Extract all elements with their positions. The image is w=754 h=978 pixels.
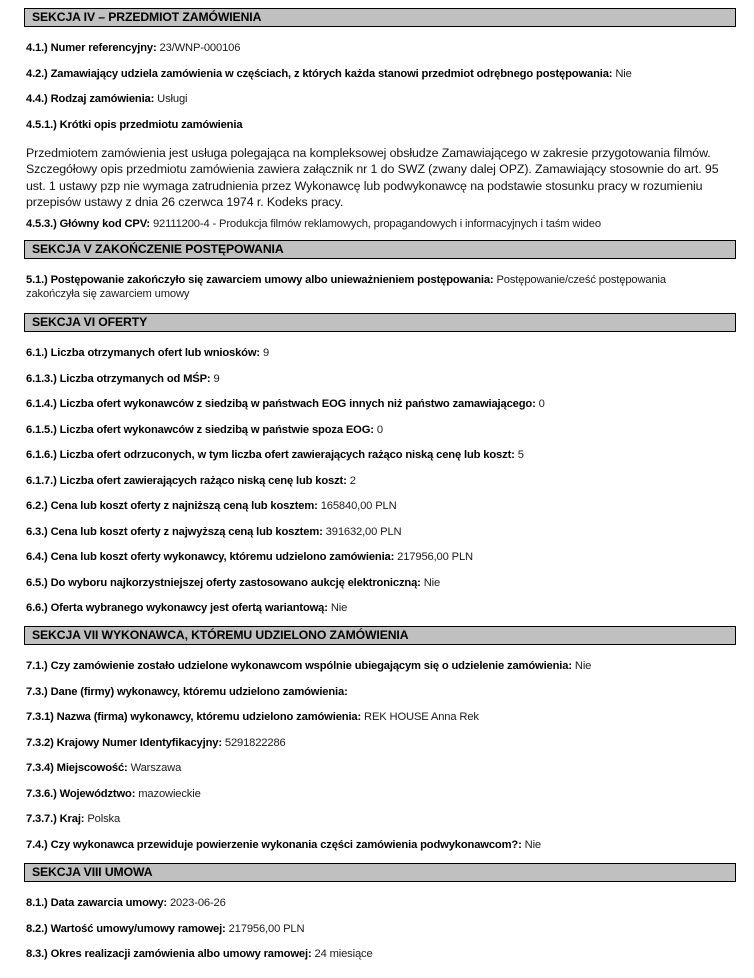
field-value: Nie	[423, 577, 441, 589]
field-label: 7.4.) Czy wykonawca przewiduje powierzenie wykonania części zamówienia podwykonawcom?:	[26, 839, 522, 851]
field-label: 6.3.) Cena lub koszt oferty z najwyższą ceną lub kosztem:	[26, 526, 323, 538]
field-value: 217956,00 PLN	[397, 551, 473, 563]
field-value: 2023-06-26	[169, 897, 226, 909]
field-label: 4.2.) Zamawiający udziela zamówienia w częściach, z których każda stanowi przedmiot odrębnego postępowania:	[26, 68, 613, 80]
field-6-1-3	[26, 372, 220, 386]
field-value: Nie	[330, 602, 348, 614]
field-value: 391632,00 PLN	[325, 526, 402, 538]
field-6-2	[26, 499, 397, 513]
description-paragraph: Przedmiotem zamówienia jest usługa polegająca na kompleksowej obsłudze Zamawiającego w zakresie przygotowania filmów. Szczegółowy opis przedmiotu zamówienia zawiera załącznik nr 1 do SWZ (zwany dalej OPZ). Zamawiający stosownie do art. 95 ust. 1 ustawy pzp nie wymaga zatrudnienia przez Wykonawcę lub podwykonawcę na podstawie stosunku pracy w rozumieniu przepisów ustawy z dnia 26 czerwca 1974 r. Kodeks pracy.	[26, 146, 719, 209]
field-8-2	[26, 922, 304, 936]
field-4-5-3	[26, 217, 601, 231]
section-header-viii: SEKCJA VIII UMOWA	[24, 863, 736, 882]
field-label: 7.3.6.) Województwo:	[26, 788, 136, 800]
field-value: mazowieckie	[138, 788, 201, 800]
field-label: 7.3.) Dane (firmy) wykonawcy, któremu udzielono zamówienia:	[26, 686, 348, 698]
field-label: 6.6.) Oferta wybranego wykonawcy jest ofertą wariantową:	[26, 602, 328, 614]
field-label: 7.3.1) Nazwa (firma) wykonawcy, któremu udzielono zamówienia:	[26, 711, 362, 723]
field-4-5-1	[26, 118, 242, 132]
field-value: 0	[376, 424, 383, 436]
field-label: 8.3.) Okres realizacji zamówienia albo umowy ramowej:	[26, 948, 312, 960]
field-value: 217956,00 PLN	[228, 923, 305, 935]
field-4-4	[26, 92, 187, 106]
section-header-vii: SEKCJA VII WYKONAWCA, KTÓREMU UDZIELONO ZAMÓWIENIA	[24, 626, 736, 645]
field-label: 6.1.5.) Liczba ofert wykonawców z siedzibą w państwie spoza EOG:	[26, 424, 374, 436]
field-7-3	[26, 685, 348, 699]
field-7-3-7	[26, 812, 120, 826]
field-4-1	[26, 41, 240, 55]
field-value: 5291822286	[224, 737, 286, 749]
field-label: 4.5.3.) Główny kod CPV:	[26, 218, 150, 230]
field-6-6	[26, 601, 347, 615]
field-label: 8.1.) Data zawarcia umowy:	[26, 897, 167, 909]
field-label: 6.5.) Do wyboru najkorzystniejszej oferty zastosowano aukcję elektroniczną:	[26, 577, 421, 589]
field-value: 2	[349, 475, 356, 487]
field-label: 6.4.) Cena lub koszt oferty wykonawcy, któremu udzielono zamówienia:	[26, 551, 395, 563]
field-value: 24 miesiące	[314, 948, 373, 960]
field-label: 7.3.7.) Kraj:	[26, 813, 85, 825]
field-label: 4.1.) Numer referencyjny:	[26, 42, 157, 54]
field-label: 6.1.6.) Liczba ofert odrzuconych, w tym liczba ofert zawierających rażąco niską cenę lub koszt:	[26, 449, 515, 461]
field-value: 92111200-4 - Produkcja filmów reklamowych, propagandowych i informacyjnych i taśm wideo	[152, 218, 601, 230]
field-value: Usługi	[157, 93, 188, 105]
field-value: 165840,00 PLN	[320, 500, 397, 512]
field-6-1	[26, 346, 269, 360]
field-6-1-7	[26, 474, 356, 488]
section-header-vi: SEKCJA VI OFERTY	[24, 313, 736, 332]
field-label: 4.5.1.) Krótki opis przedmiotu zamówienia	[26, 119, 243, 131]
section-header-iv: SEKCJA IV – PRZEDMIOT ZAMÓWIENIA	[24, 8, 736, 27]
field-label: 6.1.7.) Liczba ofert zawierających rażąco niską cenę lub koszt:	[26, 475, 347, 487]
field-label: 4.4.) Rodzaj zamówienia:	[26, 93, 155, 105]
field-7-1	[26, 659, 591, 673]
field-value: REK HOUSE Anna Rek	[364, 711, 479, 723]
field-value: Warszawa	[130, 762, 182, 774]
field-label: 7.3.4) Miejscowość:	[26, 762, 128, 774]
field-value: Nie	[615, 68, 632, 80]
field-5-1	[26, 273, 706, 301]
field-value: 9	[213, 373, 220, 385]
field-8-3	[26, 947, 373, 961]
field-6-1-5	[26, 423, 383, 437]
field-value: 0	[538, 398, 545, 410]
field-value: Nie	[574, 660, 592, 672]
field-6-4	[26, 550, 473, 564]
field-value: Nie	[524, 839, 541, 851]
field-value: Polska	[87, 813, 121, 825]
field-6-1-4	[26, 397, 545, 411]
field-4-2	[26, 67, 632, 81]
field-value: 23/WNP-000106	[159, 42, 241, 54]
field-6-5	[26, 576, 440, 590]
field-label: 5.1.) Postępowanie zakończyło się zawarciem umowy albo unieważnieniem postępowania:	[26, 274, 494, 286]
field-label: 6.2.) Cena lub koszt oferty z najniższą ceną lub kosztem:	[26, 500, 318, 512]
field-label: 6.1.4.) Liczba ofert wykonawców z siedzibą w państwach EOG innych niż państwo zamawiającego:	[26, 398, 536, 410]
field-value: Postępowanie/cześć postępowania zakończyła się zawarciem umowy	[26, 274, 666, 300]
field-7-3-2	[26, 736, 286, 750]
field-label: 7.1.) Czy zamówienie zostało udzielone wykonawcom wspólnie ubiegającym się o udzielenie zamówienia:	[26, 660, 572, 672]
field-label: 8.2.) Wartość umowy/umowy ramowej:	[26, 923, 226, 935]
section-header-v: SEKCJA V ZAKOŃCZENIE POSTĘPOWANIA	[24, 240, 736, 259]
field-7-3-6	[26, 787, 201, 801]
field-label: 7.3.2) Krajowy Numer Identyfikacyjny:	[26, 737, 222, 749]
field-6-3	[26, 525, 401, 539]
field-6-1-6	[26, 448, 524, 462]
field-7-3-1	[26, 710, 479, 724]
field-value: 9	[262, 347, 270, 359]
field-label: 6.1.3.) Liczba otrzymanych od MŚP:	[26, 373, 211, 385]
field-7-3-4	[26, 761, 181, 775]
field-value: 5	[517, 449, 524, 461]
field-7-4	[26, 838, 541, 852]
field-label: 6.1.) Liczba otrzymanych ofert lub wniosków:	[26, 347, 260, 359]
field-8-1	[26, 896, 226, 910]
